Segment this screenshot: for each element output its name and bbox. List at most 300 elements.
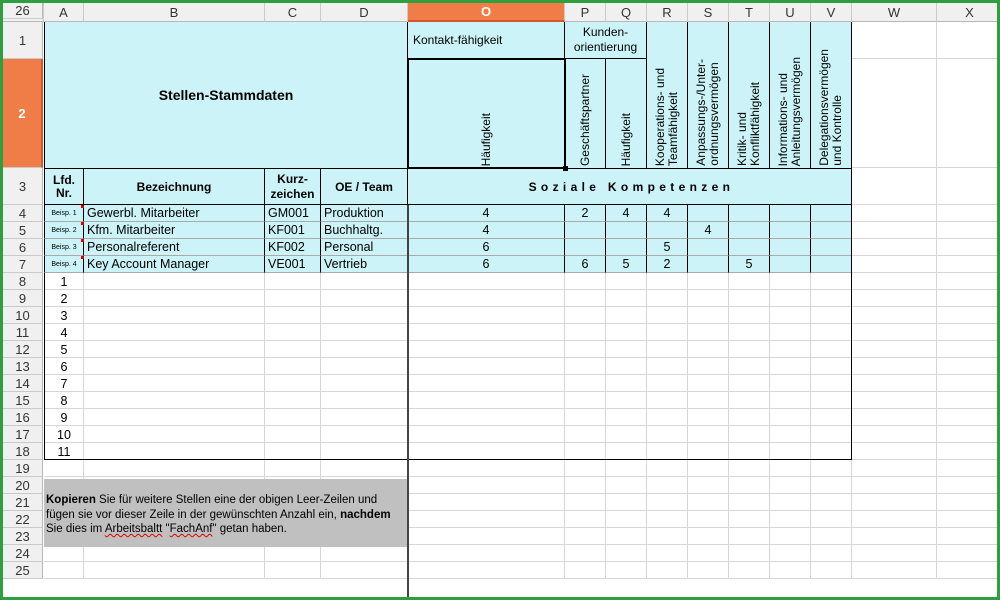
grid-cell[interactable] bbox=[84, 545, 265, 562]
grid-cell[interactable] bbox=[321, 273, 408, 290]
example-value-r[interactable]: 5 bbox=[647, 239, 688, 256]
grid-cell[interactable] bbox=[606, 375, 647, 392]
row-header-4[interactable]: 4 bbox=[3, 205, 43, 222]
grid-cell[interactable] bbox=[852, 562, 937, 579]
grid-cell[interactable] bbox=[688, 341, 729, 358]
row-header-12[interactable]: 12 bbox=[3, 341, 43, 358]
column-header-v[interactable]: V bbox=[811, 3, 852, 22]
grid-cell[interactable] bbox=[729, 307, 770, 324]
grid-cell[interactable] bbox=[647, 392, 688, 409]
grid-cell[interactable] bbox=[688, 273, 729, 290]
grid-cell[interactable] bbox=[852, 290, 937, 307]
row-header-26[interactable]: 26 bbox=[3, 3, 43, 19]
grid-cell[interactable] bbox=[770, 324, 811, 341]
grid-cell[interactable] bbox=[647, 341, 688, 358]
grid-cell[interactable] bbox=[565, 426, 606, 443]
grid-cell[interactable] bbox=[937, 256, 1000, 273]
grid-cell[interactable] bbox=[321, 392, 408, 409]
example-oe-team[interactable]: Produktion bbox=[321, 205, 408, 222]
example-value-s[interactable] bbox=[688, 205, 729, 222]
example-value-u[interactable] bbox=[770, 256, 811, 273]
grid-cell[interactable] bbox=[606, 477, 647, 494]
grid-cell[interactable] bbox=[408, 460, 565, 477]
grid-cell[interactable] bbox=[647, 409, 688, 426]
grid-cell[interactable] bbox=[770, 426, 811, 443]
grid-cell[interactable] bbox=[565, 307, 606, 324]
example-value-q[interactable]: 4 bbox=[606, 205, 647, 222]
grid-cell[interactable] bbox=[852, 494, 937, 511]
grid-cell[interactable] bbox=[408, 307, 565, 324]
grid-cell[interactable] bbox=[729, 409, 770, 426]
grid-cell[interactable] bbox=[647, 477, 688, 494]
grid-cell[interactable] bbox=[688, 307, 729, 324]
grid-cell[interactable] bbox=[606, 494, 647, 511]
example-value-v[interactable] bbox=[811, 239, 852, 256]
header-T-cell[interactable] bbox=[729, 22, 770, 168]
grid-cell[interactable] bbox=[647, 375, 688, 392]
example-bezeichnung[interactable]: Key Account Manager bbox=[84, 256, 265, 273]
column-header-r[interactable]: R bbox=[647, 3, 688, 22]
grid-cell[interactable] bbox=[688, 494, 729, 511]
grid-cell[interactable] bbox=[811, 460, 852, 477]
grid-cell[interactable] bbox=[852, 22, 937, 59]
grid-cell[interactable] bbox=[729, 545, 770, 562]
example-bezeichnung[interactable]: Kfm. Mitarbeiter bbox=[84, 222, 265, 239]
grid-cell[interactable] bbox=[937, 273, 1000, 290]
grid-cell[interactable] bbox=[811, 477, 852, 494]
grid-cell[interactable] bbox=[321, 324, 408, 341]
grid-cell[interactable] bbox=[321, 443, 408, 460]
example-value-r[interactable] bbox=[647, 222, 688, 239]
grid-cell[interactable] bbox=[565, 562, 606, 579]
grid-cell[interactable] bbox=[811, 511, 852, 528]
grid-cell[interactable] bbox=[408, 477, 565, 494]
grid-cell[interactable] bbox=[729, 392, 770, 409]
grid-cell[interactable] bbox=[408, 409, 565, 426]
grid-cell[interactable] bbox=[84, 409, 265, 426]
grid-cell[interactable] bbox=[770, 477, 811, 494]
grid-cell[interactable] bbox=[811, 290, 852, 307]
grid-cell[interactable] bbox=[565, 545, 606, 562]
header-U-cell[interactable] bbox=[770, 22, 811, 168]
grid-cell[interactable] bbox=[852, 222, 937, 239]
header-S-cell[interactable] bbox=[688, 22, 729, 168]
grid-cell[interactable] bbox=[688, 324, 729, 341]
grid-cell[interactable] bbox=[44, 562, 84, 579]
grid-cell[interactable] bbox=[811, 528, 852, 545]
grid-cell[interactable] bbox=[729, 562, 770, 579]
grid-cell[interactable] bbox=[688, 545, 729, 562]
grid-cell[interactable] bbox=[688, 392, 729, 409]
grid-cell[interactable] bbox=[937, 443, 1000, 460]
row-header-7[interactable]: 7 bbox=[3, 256, 43, 273]
grid-cell[interactable] bbox=[770, 545, 811, 562]
grid-cell[interactable] bbox=[606, 426, 647, 443]
grid-cell[interactable] bbox=[937, 409, 1000, 426]
example-value-t[interactable] bbox=[729, 205, 770, 222]
column-header-d[interactable]: D bbox=[321, 3, 408, 22]
column-header-s[interactable]: S bbox=[688, 3, 729, 22]
grid-cell[interactable] bbox=[852, 545, 937, 562]
row-header-9[interactable]: 9 bbox=[3, 290, 43, 307]
kontakt-group-header[interactable] bbox=[408, 22, 565, 59]
grid-cell[interactable] bbox=[565, 443, 606, 460]
grid-cell[interactable] bbox=[565, 358, 606, 375]
grid-cell[interactable] bbox=[565, 392, 606, 409]
example-bezeichnung[interactable]: Gewerbl. Mitarbeiter bbox=[84, 205, 265, 222]
grid-cell[interactable] bbox=[852, 375, 937, 392]
grid-cell[interactable] bbox=[606, 290, 647, 307]
grid-cell[interactable] bbox=[265, 562, 321, 579]
row-header-14[interactable]: 14 bbox=[3, 375, 43, 392]
example-value-p[interactable] bbox=[565, 239, 606, 256]
row-header-19[interactable]: 19 bbox=[3, 460, 43, 477]
grid-cell[interactable] bbox=[321, 375, 408, 392]
example-lfd[interactable]: Beisp. 4 bbox=[44, 256, 84, 273]
example-kurzzeichen[interactable]: VE001 bbox=[265, 256, 321, 273]
grid-cell[interactable] bbox=[770, 375, 811, 392]
grid-cell[interactable] bbox=[937, 511, 1000, 528]
row-header-17[interactable]: 17 bbox=[3, 426, 43, 443]
bezeichnung-header[interactable] bbox=[84, 168, 265, 205]
grid-cell[interactable] bbox=[729, 358, 770, 375]
grid-cell[interactable] bbox=[84, 562, 265, 579]
grid-cell[interactable] bbox=[606, 341, 647, 358]
example-value-o[interactable]: 6 bbox=[408, 256, 565, 273]
grid-cell[interactable] bbox=[321, 545, 408, 562]
grid-cell[interactable] bbox=[565, 528, 606, 545]
grid-cell[interactable] bbox=[852, 205, 937, 222]
grid-cell[interactable] bbox=[408, 358, 565, 375]
example-value-u[interactable] bbox=[770, 222, 811, 239]
grid-cell[interactable] bbox=[937, 545, 1000, 562]
blank-row-number[interactable]: 3 bbox=[60, 308, 68, 323]
row-header-3[interactable]: 3 bbox=[3, 168, 43, 205]
grid-cell[interactable] bbox=[265, 409, 321, 426]
row-header-1[interactable]: 1 bbox=[3, 22, 43, 59]
example-value-o[interactable]: 6 bbox=[408, 239, 565, 256]
grid-cell[interactable] bbox=[606, 545, 647, 562]
column-header-w[interactable]: W bbox=[852, 3, 937, 22]
grid-cell[interactable] bbox=[770, 307, 811, 324]
kurzzeichen-header[interactable] bbox=[265, 168, 321, 205]
grid-cell[interactable] bbox=[688, 375, 729, 392]
blank-row-number[interactable]: 7 bbox=[60, 376, 68, 391]
row-header-16[interactable]: 16 bbox=[3, 409, 43, 426]
example-kurzzeichen[interactable]: KF002 bbox=[265, 239, 321, 256]
grid-cell[interactable] bbox=[729, 324, 770, 341]
grid-cell[interactable] bbox=[937, 222, 1000, 239]
grid-cell[interactable] bbox=[565, 511, 606, 528]
column-header-o[interactable]: O bbox=[408, 3, 565, 22]
grid-cell[interactable] bbox=[44, 545, 84, 562]
example-kurzzeichen[interactable]: KF001 bbox=[265, 222, 321, 239]
grid-cell[interactable] bbox=[84, 324, 265, 341]
grid-cell[interactable] bbox=[408, 494, 565, 511]
grid-cell[interactable] bbox=[729, 375, 770, 392]
row-header-13[interactable]: 13 bbox=[3, 358, 43, 375]
instruction-note[interactable] bbox=[44, 479, 408, 547]
grid-cell[interactable] bbox=[408, 341, 565, 358]
example-lfd[interactable]: Beisp. 1 bbox=[44, 205, 84, 222]
grid-cell[interactable] bbox=[937, 239, 1000, 256]
blank-row-number[interactable]: 10 bbox=[57, 427, 71, 442]
grid-cell[interactable] bbox=[647, 290, 688, 307]
column-header-t[interactable]: T bbox=[729, 3, 770, 22]
blank-row-number[interactable]: 8 bbox=[60, 393, 68, 408]
grid-cell[interactable] bbox=[770, 290, 811, 307]
grid-cell[interactable] bbox=[565, 324, 606, 341]
grid-cell[interactable] bbox=[84, 375, 265, 392]
grid-cell[interactable] bbox=[321, 307, 408, 324]
grid-cell[interactable] bbox=[852, 324, 937, 341]
grid-cell[interactable] bbox=[937, 205, 1000, 222]
grid-cell[interactable] bbox=[408, 392, 565, 409]
grid-cell[interactable] bbox=[84, 290, 265, 307]
grid-cell[interactable] bbox=[811, 545, 852, 562]
grid-cell[interactable] bbox=[729, 494, 770, 511]
example-kurzzeichen[interactable]: GM001 bbox=[265, 205, 321, 222]
grid-cell[interactable] bbox=[770, 341, 811, 358]
grid-cell[interactable] bbox=[647, 307, 688, 324]
row-header-20[interactable]: 20 bbox=[3, 477, 43, 494]
grid-cell[interactable] bbox=[606, 392, 647, 409]
grid-cell[interactable] bbox=[565, 273, 606, 290]
grid-cell[interactable] bbox=[408, 290, 565, 307]
column-header-u[interactable]: U bbox=[770, 3, 811, 22]
example-bezeichnung[interactable]: Personalreferent bbox=[84, 239, 265, 256]
grid-cell[interactable] bbox=[408, 273, 565, 290]
example-value-p[interactable]: 2 bbox=[565, 205, 606, 222]
fill-handle[interactable] bbox=[563, 166, 568, 171]
grid-cell[interactable] bbox=[606, 273, 647, 290]
row-header-21[interactable]: 21 bbox=[3, 494, 43, 511]
grid-cell[interactable] bbox=[647, 511, 688, 528]
example-value-u[interactable] bbox=[770, 239, 811, 256]
grid-cell[interactable] bbox=[729, 426, 770, 443]
column-header-b[interactable]: B bbox=[84, 3, 265, 22]
header-O-cell[interactable] bbox=[408, 59, 565, 168]
grid-cell[interactable] bbox=[811, 341, 852, 358]
grid-cell[interactable] bbox=[321, 460, 408, 477]
grid-cell[interactable] bbox=[688, 409, 729, 426]
kunden-group-header[interactable] bbox=[565, 22, 647, 59]
grid-cell[interactable] bbox=[408, 375, 565, 392]
grid-cell[interactable] bbox=[937, 324, 1000, 341]
column-header-p[interactable]: P bbox=[565, 3, 606, 22]
grid-cell[interactable] bbox=[408, 562, 565, 579]
grid-cell[interactable] bbox=[565, 477, 606, 494]
grid-cell[interactable] bbox=[265, 324, 321, 341]
example-value-s[interactable] bbox=[688, 256, 729, 273]
grid-cell[interactable] bbox=[937, 59, 1000, 168]
grid-cell[interactable] bbox=[852, 358, 937, 375]
grid-cell[interactable] bbox=[852, 273, 937, 290]
grid-cell[interactable] bbox=[606, 460, 647, 477]
grid-cell[interactable] bbox=[770, 511, 811, 528]
blank-row-number[interactable]: 5 bbox=[60, 342, 68, 357]
grid-cell[interactable] bbox=[811, 562, 852, 579]
grid-cell[interactable] bbox=[852, 477, 937, 494]
grid-cell[interactable] bbox=[811, 494, 852, 511]
grid-cell[interactable] bbox=[265, 426, 321, 443]
grid-cell[interactable] bbox=[408, 511, 565, 528]
grid-cell[interactable] bbox=[606, 358, 647, 375]
title-cell[interactable] bbox=[44, 22, 408, 168]
grid-cell[interactable] bbox=[84, 392, 265, 409]
blank-row-number[interactable]: 11 bbox=[57, 444, 71, 459]
grid-cell[interactable] bbox=[770, 358, 811, 375]
example-value-o[interactable]: 4 bbox=[408, 222, 565, 239]
grid-cell[interactable] bbox=[565, 409, 606, 426]
grid-cell[interactable] bbox=[606, 511, 647, 528]
grid-cell[interactable] bbox=[729, 460, 770, 477]
example-value-t[interactable] bbox=[729, 222, 770, 239]
header-V-cell[interactable] bbox=[811, 22, 852, 168]
grid-cell[interactable] bbox=[565, 460, 606, 477]
grid-cell[interactable] bbox=[937, 392, 1000, 409]
grid-cell[interactable] bbox=[811, 358, 852, 375]
row-header-25[interactable]: 25 bbox=[3, 562, 43, 579]
blank-row-number[interactable]: 6 bbox=[60, 359, 68, 374]
row-header-5[interactable]: 5 bbox=[3, 222, 43, 239]
example-value-q[interactable]: 5 bbox=[606, 256, 647, 273]
blank-row-number[interactable]: 2 bbox=[60, 291, 68, 306]
example-oe-team[interactable]: Buchhaltg. bbox=[321, 222, 408, 239]
grid-cell[interactable] bbox=[688, 528, 729, 545]
grid-cell[interactable] bbox=[811, 307, 852, 324]
example-oe-team[interactable]: Personal bbox=[321, 239, 408, 256]
grid-cell[interactable] bbox=[770, 392, 811, 409]
grid-cell[interactable] bbox=[565, 375, 606, 392]
grid-cell[interactable] bbox=[770, 460, 811, 477]
header-R-cell[interactable] bbox=[647, 22, 688, 168]
row-header-24[interactable]: 24 bbox=[3, 545, 43, 562]
grid-cell[interactable] bbox=[770, 528, 811, 545]
grid-cell[interactable] bbox=[811, 426, 852, 443]
grid-cell[interactable] bbox=[606, 409, 647, 426]
blank-row-number[interactable]: 1 bbox=[60, 274, 68, 289]
grid-cell[interactable] bbox=[84, 341, 265, 358]
grid-cell[interactable] bbox=[265, 392, 321, 409]
grid-cell[interactable] bbox=[408, 443, 565, 460]
grid-cell[interactable] bbox=[770, 409, 811, 426]
example-value-s[interactable]: 4 bbox=[688, 222, 729, 239]
grid-cell[interactable] bbox=[852, 460, 937, 477]
grid-cell[interactable] bbox=[937, 358, 1000, 375]
grid-cell[interactable] bbox=[729, 290, 770, 307]
grid-cell[interactable] bbox=[265, 375, 321, 392]
grid-cell[interactable] bbox=[265, 273, 321, 290]
grid-cell[interactable] bbox=[647, 460, 688, 477]
grid-cell[interactable] bbox=[265, 545, 321, 562]
grid-cell[interactable] bbox=[606, 562, 647, 579]
grid-cell[interactable] bbox=[729, 273, 770, 290]
grid-cell[interactable] bbox=[937, 426, 1000, 443]
example-value-q[interactable] bbox=[606, 239, 647, 256]
row-header-11[interactable]: 11 bbox=[3, 324, 43, 341]
grid-cell[interactable] bbox=[937, 460, 1000, 477]
row-header-23[interactable]: 23 bbox=[3, 528, 43, 545]
grid-cell[interactable] bbox=[321, 409, 408, 426]
grid-cell[interactable] bbox=[937, 375, 1000, 392]
grid-cell[interactable] bbox=[321, 358, 408, 375]
example-value-v[interactable] bbox=[811, 256, 852, 273]
grid-cell[interactable] bbox=[852, 392, 937, 409]
grid-cell[interactable] bbox=[265, 443, 321, 460]
grid-cell[interactable] bbox=[852, 239, 937, 256]
grid-cell[interactable] bbox=[852, 528, 937, 545]
grid-cell[interactable] bbox=[937, 528, 1000, 545]
grid-cell[interactable] bbox=[811, 409, 852, 426]
grid-cell[interactable] bbox=[647, 494, 688, 511]
example-value-q[interactable] bbox=[606, 222, 647, 239]
grid-cell[interactable] bbox=[84, 358, 265, 375]
soziale-kompetenzen-header[interactable] bbox=[408, 168, 852, 205]
grid-cell[interactable] bbox=[811, 392, 852, 409]
row-header-22[interactable]: 22 bbox=[3, 511, 43, 528]
grid-cell[interactable] bbox=[688, 290, 729, 307]
grid-cell[interactable] bbox=[647, 273, 688, 290]
blank-row-number[interactable]: 4 bbox=[60, 325, 68, 340]
grid-cell[interactable] bbox=[265, 341, 321, 358]
grid-cell[interactable] bbox=[606, 443, 647, 460]
grid-cell[interactable] bbox=[408, 528, 565, 545]
column-header-x[interactable]: X bbox=[937, 3, 1000, 22]
column-header-a[interactable]: A bbox=[44, 3, 84, 22]
grid-cell[interactable] bbox=[729, 511, 770, 528]
grid-cell[interactable] bbox=[770, 443, 811, 460]
grid-cell[interactable] bbox=[647, 426, 688, 443]
grid-cell[interactable] bbox=[852, 426, 937, 443]
grid-cell[interactable] bbox=[729, 528, 770, 545]
example-value-v[interactable] bbox=[811, 222, 852, 239]
example-value-t[interactable] bbox=[729, 239, 770, 256]
grid-cell[interactable] bbox=[647, 528, 688, 545]
grid-cell[interactable] bbox=[770, 273, 811, 290]
lfd-header[interactable] bbox=[44, 168, 84, 205]
grid-cell[interactable] bbox=[647, 545, 688, 562]
grid-cell[interactable] bbox=[852, 409, 937, 426]
grid-cell[interactable] bbox=[852, 59, 937, 168]
grid-cell[interactable] bbox=[688, 358, 729, 375]
example-value-r[interactable]: 4 bbox=[647, 205, 688, 222]
grid-cell[interactable] bbox=[321, 341, 408, 358]
grid-cell[interactable] bbox=[321, 426, 408, 443]
grid-cell[interactable] bbox=[265, 460, 321, 477]
grid-cell[interactable] bbox=[852, 443, 937, 460]
example-oe-team[interactable]: Vertrieb bbox=[321, 256, 408, 273]
grid-cell[interactable] bbox=[937, 22, 1000, 59]
grid-cell[interactable] bbox=[84, 443, 265, 460]
row-header-2[interactable]: 2 bbox=[3, 59, 43, 168]
grid-cell[interactable] bbox=[852, 256, 937, 273]
example-value-p[interactable] bbox=[565, 222, 606, 239]
example-value-o[interactable]: 4 bbox=[408, 205, 565, 222]
grid-cell[interactable] bbox=[937, 290, 1000, 307]
row-header-18[interactable]: 18 bbox=[3, 443, 43, 460]
example-value-r[interactable]: 2 bbox=[647, 256, 688, 273]
grid-cell[interactable] bbox=[811, 443, 852, 460]
row-header-6[interactable]: 6 bbox=[3, 239, 43, 256]
grid-cell[interactable] bbox=[852, 341, 937, 358]
grid-cell[interactable] bbox=[688, 426, 729, 443]
column-header-q[interactable]: Q bbox=[606, 3, 647, 22]
grid-cell[interactable] bbox=[84, 460, 265, 477]
example-value-t[interactable]: 5 bbox=[729, 256, 770, 273]
grid-cell[interactable] bbox=[811, 324, 852, 341]
grid-cell[interactable] bbox=[84, 273, 265, 290]
